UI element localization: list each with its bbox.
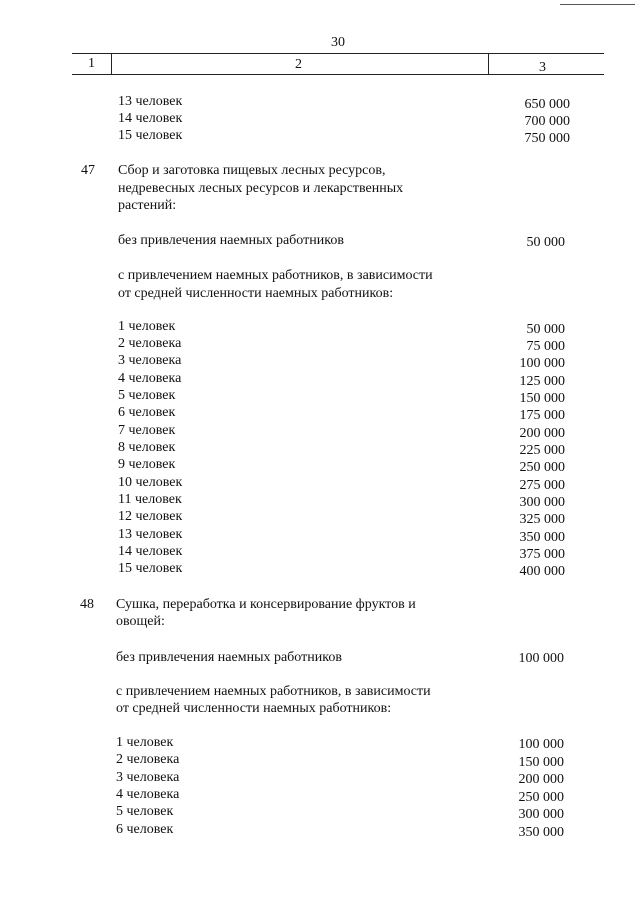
row-value: 200 000 — [518, 772, 564, 787]
scan-edge-mark — [560, 4, 635, 5]
row-value: 150 000 — [518, 755, 564, 770]
section-48-no-hire-label: без привлечения наемных работников — [116, 650, 342, 665]
row-value: 700 000 — [524, 114, 570, 129]
row-label: 11 человек — [118, 492, 182, 507]
row-label: 14 человек — [118, 111, 183, 126]
row-label: 6 человек — [116, 822, 174, 837]
row-label: 3 человека — [116, 770, 180, 785]
row-value: 100 000 — [519, 356, 565, 371]
section-47-no-hire-value: 50 000 — [526, 235, 565, 250]
header-top-rule — [72, 53, 604, 54]
row-value: 175 000 — [519, 408, 565, 423]
section-47-title-line-3: растений: — [118, 198, 177, 213]
row-label: 13 человек — [118, 527, 183, 542]
row-value: 225 000 — [519, 443, 565, 458]
header-col-2: 2 — [295, 57, 302, 72]
row-label: 13 человек — [118, 94, 183, 109]
row-value: 375 000 — [519, 547, 565, 562]
row-label: 1 человек — [116, 735, 174, 750]
section-48-with-hire-line-1: с привлечением наемных работников, в зависимости — [116, 684, 431, 699]
row-label: 5 человек — [118, 388, 176, 403]
header-col-1: 1 — [88, 56, 95, 71]
row-value: 100 000 — [518, 737, 564, 752]
section-47-with-hire-line-2: от средней численности наемных работников: — [118, 286, 394, 301]
section-47-number: 47 — [81, 163, 95, 178]
row-value: 350 000 — [519, 530, 565, 545]
row-value: 200 000 — [519, 426, 565, 441]
row-label: 14 человек — [118, 544, 183, 559]
header-divider-1 — [111, 53, 112, 75]
row-label: 5 человек — [116, 804, 174, 819]
section-47-title-line-1: Сбор и заготовка пищевых лесных ресурсов, — [118, 163, 386, 178]
page-number: 30 — [331, 35, 345, 50]
row-value: 275 000 — [519, 478, 565, 493]
row-value: 650 000 — [524, 97, 570, 112]
row-label: 10 человек — [118, 475, 183, 490]
row-value: 350 000 — [518, 825, 564, 840]
row-value: 325 000 — [519, 512, 565, 527]
row-label: 1 человек — [118, 319, 176, 334]
header-divider-2 — [488, 53, 489, 75]
row-label: 2 человека — [116, 752, 180, 767]
row-label: 2 человека — [118, 336, 182, 351]
row-value: 50 000 — [526, 322, 565, 337]
row-label: 3 человека — [118, 353, 182, 368]
row-label: 9 человек — [118, 457, 176, 472]
row-value: 250 000 — [518, 790, 564, 805]
section-47-title-line-2: недревесных лесных ресурсов и лекарственных — [118, 181, 404, 196]
row-value: 250 000 — [519, 460, 565, 475]
row-label: 4 человека — [118, 371, 182, 386]
row-label: 7 человек — [118, 423, 176, 438]
row-value: 300 000 — [518, 807, 564, 822]
header-col-3: 3 — [539, 60, 546, 75]
row-label: 4 человека — [116, 787, 180, 802]
section-48-title-line-1: Сушка, переработка и консервирование фруктов и — [116, 597, 416, 612]
row-label: 8 человек — [118, 440, 176, 455]
row-value: 750 000 — [524, 131, 570, 146]
header-bottom-rule — [72, 74, 604, 75]
section-47-no-hire-label: без привлечения наемных работников — [118, 233, 344, 248]
row-value: 150 000 — [519, 391, 565, 406]
row-label: 15 человек — [118, 128, 183, 143]
section-47-with-hire-line-1: с привлечением наемных работников, в зависимости — [118, 268, 433, 283]
row-label: 12 человек — [118, 509, 183, 524]
row-value: 400 000 — [519, 564, 565, 579]
section-48-with-hire-line-2: от средней численности наемных работников: — [116, 701, 392, 716]
row-value: 300 000 — [519, 495, 565, 510]
section-48-no-hire-value: 100 000 — [518, 651, 564, 666]
section-48-number: 48 — [80, 597, 94, 612]
row-label: 15 человек — [118, 561, 183, 576]
row-label: 6 человек — [118, 405, 176, 420]
section-48-title-line-2: овощей: — [116, 614, 165, 629]
row-value: 75 000 — [526, 339, 565, 354]
row-value: 125 000 — [519, 374, 565, 389]
